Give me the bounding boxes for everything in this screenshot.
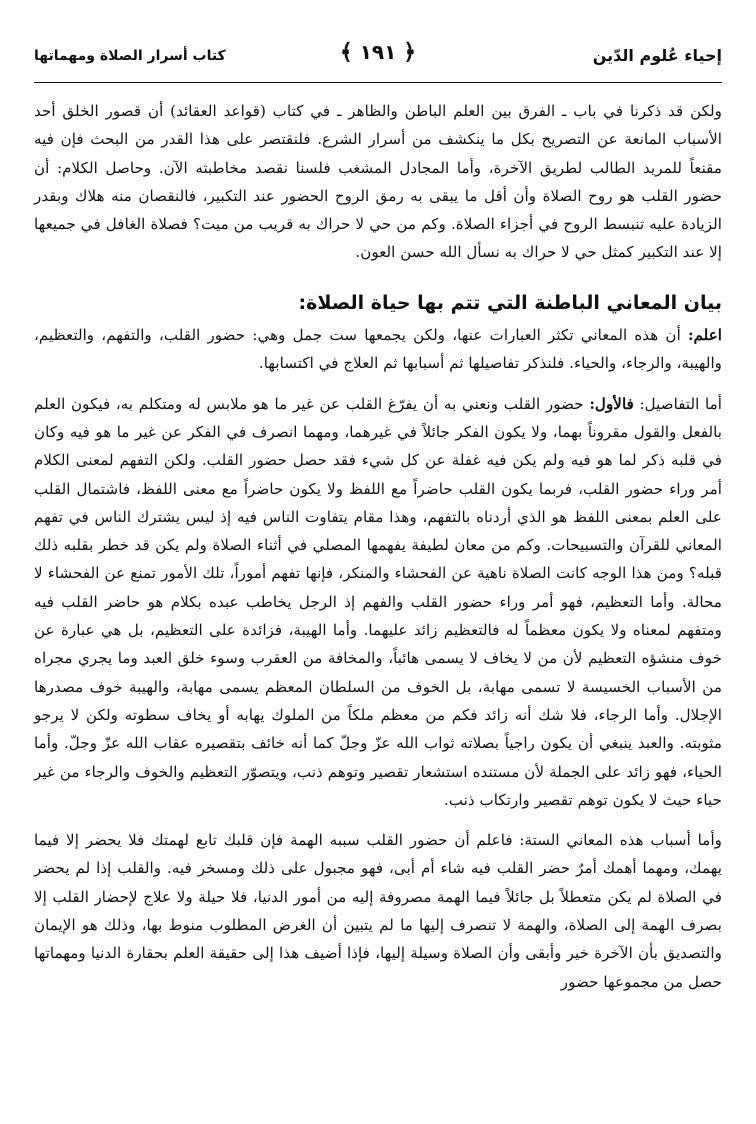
paragraph-details <box>34 390 722 814</box>
page-header <box>34 40 722 83</box>
section-title: كتاب أسرار الصلاة ومهماتها <box>34 48 226 64</box>
paragraph-know <box>34 321 722 378</box>
section-heading: بيان المعاني الباطنة التي تتم بها حياة الصلاة: <box>298 291 722 314</box>
page-number: ١٩١ <box>359 40 397 64</box>
paragraph-lead: اعلم: <box>687 326 722 345</box>
paragraph-intro-phrase: أما التفاصيل: <box>633 394 722 413</box>
paragraph-intro: ولكن قد ذكرنا في باب ـ الفرق بين العلم الباطن والظاهر ـ في كتاب (قواعد العقائد) أن قصور الخلق أحد الأسباب المانعة عن التصريح بكل ما ينكشف من أسرار الشرع. فلنقتصر على هذا القدر من البحث فإن فيه مقنعاً للمريد الطالب لطريق الآخرة، وأما المجادل المشغب فلسنا نقصد مخاطبته الآن. وحاصل الكلام: أن حضور القلب هو روح الصلاة وأن أقل ما يبقى به رمق الروح الحضور عند التكبير، فالنقصان منه هلاك وبقدر الزيادة عليه تنبسط الروح في أجزاء الصلاة. وكم من حي لا حراك به قريب من ميت؟ فصلاة الغافل في جميعها إلا عند التكبير كمثل حي لا حراك به نسأل الله حسن العون. <box>34 102 722 262</box>
paragraph-text: أن هذه المعاني تكثر العبارات عنها، ولكن يجمعها ست جمل وهي: حضور القلب، والتفهم، والتعظيم، والهيبة، والرجاء، والحياء. فلنذكر تفاصيلها ثم أسبابها ثم العلاج في اكتسابها. <box>34 326 722 373</box>
ornament-left-icon: ﴾ <box>339 40 353 65</box>
body-text <box>34 97 722 996</box>
paragraph-text: حضور القلب ونعني به أن يفرّغ القلب عن غير ما هو ملابس له ومتكلم به، فيكون العلم بالفعل والقول مقروناً بهما، ولا يكون الفكر جائلاً في غيرهما، ومهما انصرف في الفكر عن غير ما هو فيه وكان في قلبه ذكر لما هو فيه ولم يكن فيه غفلة عن كل شيء فقد حصل حضور القلب. ولكن التفهم لمعنى الكلام أمر وراء حضور القلب، فربما يكون القلب حاضراً مع اللفظ ولا يكون حاضراً مع معنى اللفظ، فاشتمال القلب على العلم بمعنى اللفظ هو الذي أردناه بالتفهم، وهذا مقام يتفاوت الناس فيه إذ ليس يشترك الناس في تفهم المعاني للقرآن والتسبيحات. وكم من معان لطيفة يفهمها المصلي في أثناء الصلاة ولم يكن قد خطر بقلبه ذلك قبله؟ ومن هذا الوجه كانت الصلاة ناهية عن الفحشاء والمنكر، فإنها تفهم أموراً، تلك الأمور تمنع عن الفحشاء لا محالة. وأما التعظيم، فهو أمر وراء حضور القلب والفهم إذ الرجل يخاطب عبده بكلام هو حاضر القلب فيه ومتفهم لمعناه ولا يكون معظماً له فالتعظيم زائد عليهما. وأما الهيبة، فزائدة على التعظيم، بل هي عبارة عن خوف منشؤه التعظيم لأن من لا يخاف لا يسمى هائباً، والمخافة من العقرب وسوء خلق العبد وما يجري مجراه من الأسباب الخسيسة لا تسمى مهابة، بل الخوف من السلطان المعظم يسمى مهابة، والهيبة خوف مصدرها الإجلال. وأما الرجاء، فلا شك أنه زائد فكم من معظم ملكاً من الملوك يهابه أو يخاف سطوته ولكن لا يرجو مثوبته. والعبد ينبغي أن يكون راجياً بصلاته ثواب الله عزّ وجلّ كما أنه خائف بتقصيره عقاب الله عزّ وجلّ. وأما الحياء، فهو زائد على الجملة لأن مستنده استشعار تقصير وتوهم ذنب، ويتصوّر التعظيم والخوف والرجاء من غير حياء حيث لا يكون توهم تقصير وارتكاب ذنب. <box>34 394 722 809</box>
book-title: إحياء عُلوم الدّين <box>592 46 722 65</box>
paragraph-lead: فالأول: <box>589 394 634 413</box>
page-number-box <box>340 40 416 65</box>
ornament-right-icon: ﴿ <box>403 40 417 65</box>
paragraph-causes: وأما أسباب هذه المعاني الستة: فاعلم أن حضور القلب سببه الهمة فإن قلبك تابع لهمتك فلا يحضر إلا فيما يهمك، ومهما أهمك أمرٌ حضر القلب فيه شاء أم أبى، فهو مجبول على ذلك ومسخر فيه. والقلب إذا لم يحضر في الصلاة لم يكن متعطلاً بل جائلاً فيما الهمة مصروفة إليه من أمور الدنيا، فلا حيلة ولا علاج لإحضار القلب إلا بصرف الهمة إلى الصلاة، والهمة لا تنصرف إليها ما لم يتبين أن الغرض المطلوب منوط بها، وذلك هو الإيمان والتصديق بأن الآخرة خير وأبقى وأن الصلاة وسيلة إليها، فإذا أضيف هذا إلى حقيقة العلم بحقارة الدنيا ومهماتها حصل من مجموعها حضور <box>34 831 722 991</box>
book-page <box>34 40 722 1110</box>
